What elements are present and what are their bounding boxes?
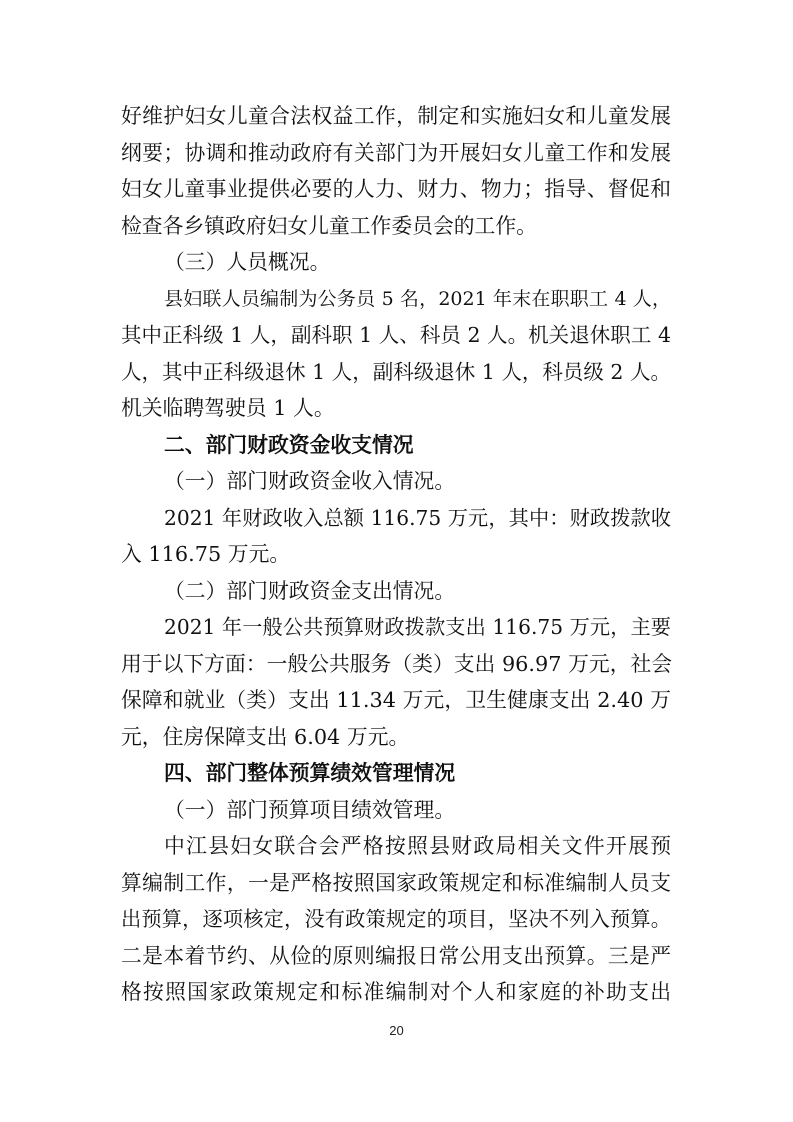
paragraph-line: 人，其中正科级退休 1 人，副科级退休 1 人，科员级 2 人。 (121, 359, 671, 384)
paragraph-line: 中江县妇女联合会严格按照县财政局相关文件开展预 (164, 834, 671, 858)
subsection-heading: （一）部门预算项目绩效管理。 (164, 797, 456, 822)
paragraph-line: 用于以下方面：一般公共服务（类）支出 96.97 万元，社会 (121, 651, 673, 676)
paragraph-line: 其中正科级 1 人，副科职 1 人、科员 2 人。机关退休职工 4 (121, 323, 671, 347)
paragraph-line: 2021 年一般公共预算财政拨款支出 116.75 万元，主要 (164, 615, 671, 639)
paragraph-line: 2021 年财政收入总额 116.75 万元，其中：财政拨款收 (164, 505, 671, 530)
page-number: 20 (389, 1023, 404, 1038)
subsection-heading: （二）部门财政资金支出情况。 (164, 578, 456, 603)
paragraph-line: 格按照国家政策规定和标准编制对个人和家庭的补助支出 (121, 980, 671, 1004)
subsection-heading: （三）人员概况。 (164, 250, 331, 274)
paragraph-line: 好维护妇女儿童合法权益工作，制定和实施妇女和儿童发展 (121, 104, 671, 128)
paragraph-line: 纲要；协调和推动政府有关部门为开展妇女儿童工作和发展 (121, 140, 671, 165)
section-heading: 四、部门整体预算绩效管理情况 (164, 761, 456, 785)
paragraph-line: 入 116.75 万元。 (121, 542, 291, 566)
paragraph-line: 出预算，逐项核定，没有政策规定的项目，坚决不列入预算。 (121, 907, 671, 931)
paragraph-line: 妇女儿童事业提供必要的人力、财力、物力；指导、督促和 (121, 177, 671, 201)
paragraph-line: 算编制工作，一是严格按照国家政策规定和标准编制人员支 (121, 870, 671, 895)
paragraph-line: 元，住房保障支出 6.04 万元。 (121, 724, 410, 749)
subsection-heading: （一）部门财政资金收入情况。 (164, 469, 456, 493)
paragraph-line: 二是本着节约、从俭的原则编报日常公用支出预算。三是严 (121, 943, 671, 968)
section-heading: 二、部门财政资金收支情况 (164, 432, 414, 457)
body-text (121, 98, 671, 1011)
paragraph-line: 机关临聘驾驶员 1 人。 (121, 396, 335, 420)
paragraph-line: 县妇联人员编制为公务员 5 名，2021 年末在职职工 4 人， (164, 287, 671, 310)
paragraph-line: 检查各乡镇政府妇女儿童工作委员会的工作。 (121, 213, 537, 238)
paragraph-line: 保障和就业（类）支出 11.34 万元，卫生健康支出 2.40 万 (121, 688, 671, 712)
